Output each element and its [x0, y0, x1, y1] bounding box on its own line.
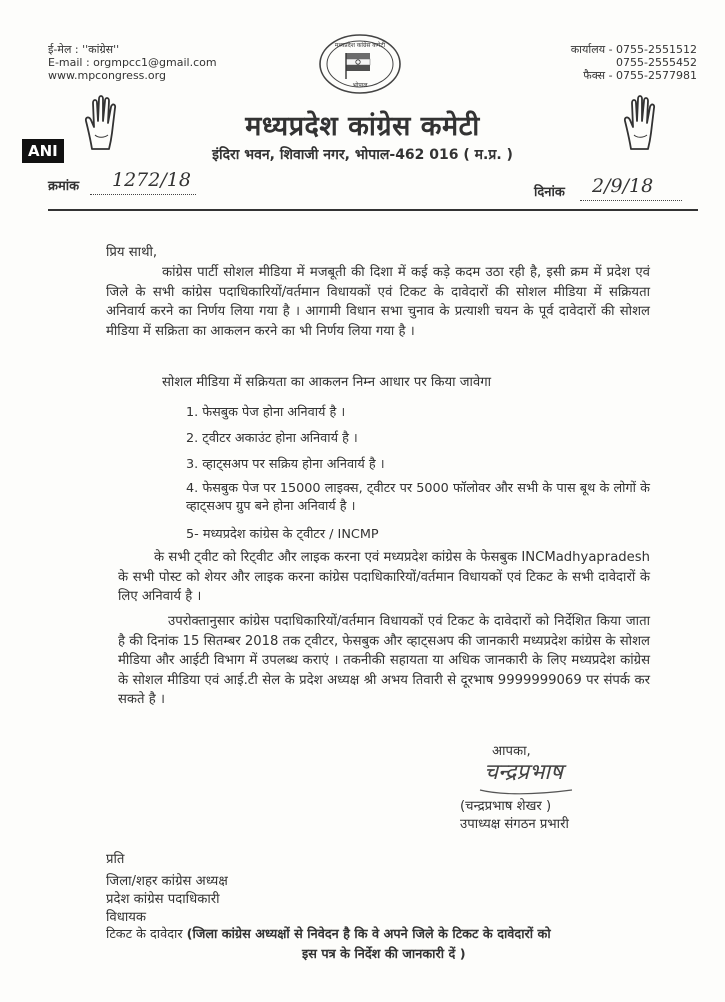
svg-text:भोपाल: भोपाल [352, 82, 368, 89]
cc-label: प्रति [106, 852, 125, 867]
signature-flourish-icon [476, 760, 586, 800]
date-dotted-line [580, 200, 682, 201]
ref-number: 1272/18 [112, 169, 191, 191]
email-label: ई-मेल : ''कांग्रेस'' [48, 43, 120, 56]
header-contact-right [571, 43, 697, 82]
website: www.mpcongress.org [48, 69, 166, 82]
paragraph-intro: कांग्रेस पार्टी सोशल मीडिया में मजबूती की दिशा में कई कड़े कदम उठा रही है, इसी क्रम में प्रदेश एवं जिले के सभी कांग्रेस पदाधिकारियों/वर्तमान विधायकों एवं टिकट के दावेदारों की सोशल मीडिया में सक्रियता अनिवार्य करने का निर्णय लिया गया है । आगामी विधान सभा चुनाव के प्रत्याशी चयन के पूर्व दावेदारों की सोशल मीडिया में सक्रिता का आकलन करने का भी निर्णय लिया गया है । [106, 265, 650, 339]
cc-item-1: जिला/शहर कांग्रेस अध्यक्ष [106, 874, 228, 889]
criteria-intro: सोशल मीडिया में सक्रियता का आकलन निम्न आधार पर किया जावेगा [162, 375, 492, 390]
criteria-item-2: 2. ट्वीटर अकाउंट होना अनिवार्य है । [186, 431, 358, 446]
ref-dotted-line [90, 194, 196, 195]
cc-list [106, 873, 228, 927]
criteria-item-4: 4. फेसबुक पेज पर 15000 लाइक्स, ट्वीटर पर 5000 फॉलोवर और सभी के पास बूथ के लोगों के व्हाट्सअप ग्रुप बने होना अनिवार्य है । [186, 481, 650, 514]
cc-item-2: प्रदेश कांग्रेस पदाधिकारी [106, 892, 220, 907]
fax-number: फैक्स - 0755-2577981 [583, 69, 697, 82]
paragraph-retweet: के सभी ट्वीट को रिट्वीट और लाइक करना एवं मध्यप्रदेश कांग्रेस के फेसबुक INCMadhyapradesh के सभी पोस्ट को शेयर और लाइक करना कांग्रेस पदाधिकारियों/वर्तमान विधायकों एवं टिकट के सभी दावेदारों के लिए अनिवार्य है । [118, 550, 650, 604]
criteria-item-1: 1. फेसबुक पेज होना अनिवार्य है । [186, 405, 346, 420]
signatory-title: उपाध्यक्ष संगठन प्रभारी [460, 817, 569, 832]
header-contact-left [48, 43, 217, 82]
phone-office: कार्यालय - 0755-2551512 [570, 43, 697, 56]
ani-watermark: ANI [22, 139, 64, 163]
date-label: दिनांक [534, 185, 565, 200]
cc-item-3: विधायक [106, 910, 147, 925]
criteria-item-5: 5- मध्यप्रदेश कांग्रेस के ट्वीटर / INCMP [186, 527, 379, 542]
salutation: प्रिय साथी, [106, 245, 158, 260]
ref-label: क्रमांक [48, 179, 80, 194]
closing: आपका, [492, 744, 531, 759]
cc-item-4-note-line1: (जिला कांग्रेस अध्यक्षों से निवेदन है कि वे अपने जिले के टिकट के दावेदारों को [186, 927, 551, 942]
criteria-item-3: 3. व्हाट्सअप पर सक्रिय होना अनिवार्य है । [186, 457, 385, 472]
cc-item-4-note-line2: इस पत्र के निर्देश की जानकारी दें ) [302, 947, 466, 962]
organization-title: मध्यप्रदेश कांग्रेस कमेटी [245, 111, 480, 142]
date-value: 2/9/18 [592, 175, 654, 197]
header-divider [48, 209, 698, 211]
svg-text:मध्यप्रदेश कांग्रेस कमेटी: मध्यप्रदेश कांग्रेस कमेटी [334, 42, 386, 49]
phone-secondary: 0755-2555452 [616, 56, 697, 69]
signatory-name: (चन्द्रप्रभाष शेखर ) [460, 799, 552, 814]
cc-item-4-prefix: टिकट के दावेदार [106, 927, 183, 942]
handwritten-signature: चन्द्रप्रभाष [484, 760, 563, 785]
paragraph-instructions: उपरोक्तानुसार कांग्रेस पदाधिकारियों/वर्तमान विधायकों एवं टिकट के दावेदारों को निर्देशित किया जाता है की दिनांक 15 सितम्बर 2018 तक ट्वीटर, फेसबुक और व्हाट्सअप की जानकारी मध्यप्रदेश कांग्रेस के सोशल मीडिया और आईटी विभाग में उपलब्ध कराएं । तकनीकी सहायता या अधिक जानकारी के लिए मध्यप्रदेश कांग्रेस के सोशल मीडिया एवं आई.टी सेल के प्रदेश अध्यक्ष श्री अभय तिवारी से दूरभाष 9999999069 पर संपर्क कर सकते है । [118, 614, 650, 707]
email-address: E-mail : orgmpcc1@gmail.com [48, 56, 217, 69]
congress-seal-logo [318, 33, 402, 95]
cc-item-4 [106, 925, 676, 945]
organization-address: इंदिरा भवन, शिवाजी नगर, भोपाल-462 016 ( म.प्र. ) [212, 147, 513, 163]
